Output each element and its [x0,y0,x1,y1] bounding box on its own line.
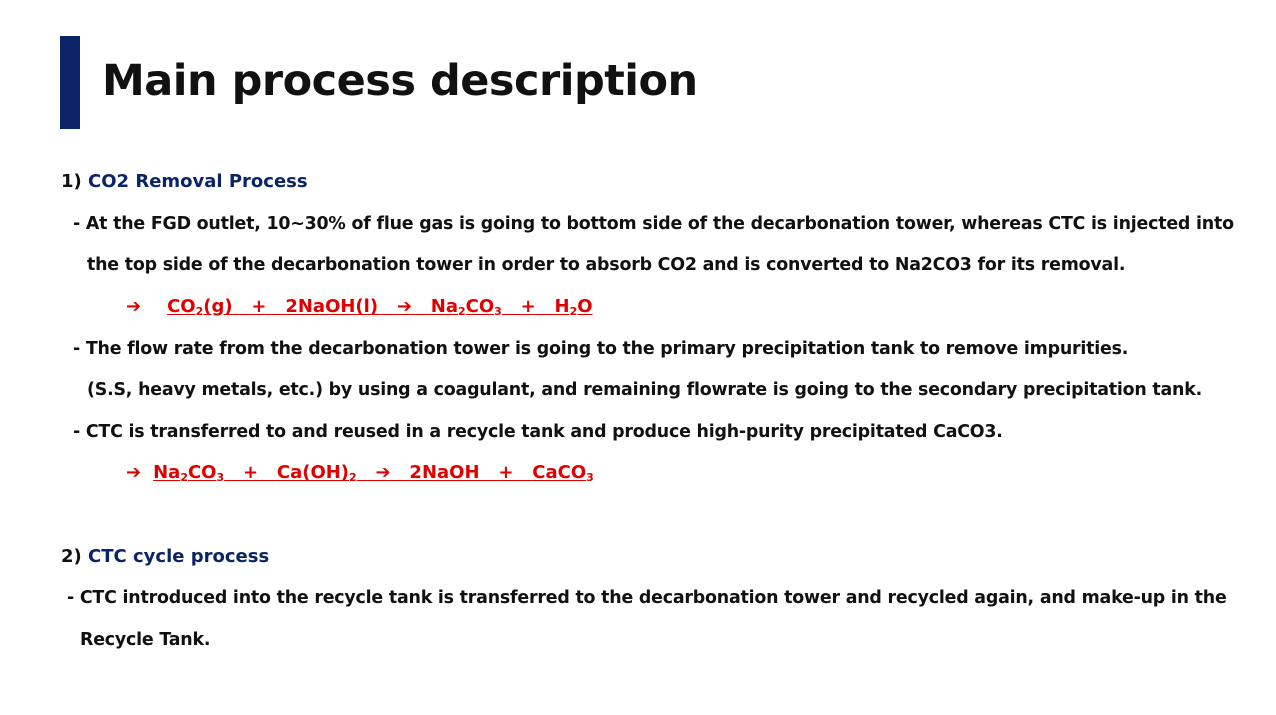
section-1-para-1-line-1: - At the FGD outlet, 10~30% of flue gas is going to bottom side of the decarbonation tower, whereas CTC is injected into [73,214,1234,234]
equation-1-lead-arrow-icon: ➔ [126,296,142,317]
equation-2 [126,461,594,485]
equation-1-formula [167,296,593,317]
section-1-number: 1) [61,171,82,192]
eq2-reaction-arrow-icon: ➔ [375,462,391,483]
section-2-heading [61,545,269,569]
eq1-co2: CO [167,296,196,317]
eq1-h2o-b: O [577,296,593,317]
section-1-para-2-line-2: (S.S, heavy metals, etc.) by using a coagulant, and remaining flowrate is going to the secondary precipitation tank. [87,380,1202,400]
eq1-na2co3-sub2: 3 [494,305,502,318]
section-1-heading [61,170,308,194]
eq1-plus-1: + [251,296,267,317]
section-1-para-3-line-1: - CTC is transferred to and reused in a recycle tank and produce high-purity precipitated CaCO3. [73,422,1003,442]
eq1-co2-subscript: 2 [195,305,204,318]
eq2-na2co3-sub2: 3 [216,471,225,484]
section-2-para-1-line-2: Recycle Tank. [80,630,211,650]
eq1-na2co3-sub1: 2 [458,305,466,318]
eq2-na2co3-a: Na [153,462,181,483]
eq2-plus-2: + [498,462,514,483]
title-accent-bar [60,36,80,129]
eq2-caco3-sub: 3 [586,471,594,484]
eq2-plus-1: + [242,462,259,483]
equation-1 [126,295,593,319]
section-1-title: CO2 Removal Process [88,171,308,192]
eq1-h2o-sub: 2 [569,305,578,318]
eq1-reaction-arrow-icon: ➔ [396,296,412,317]
eq1-na2co3-b: CO [465,296,495,317]
eq1-co2-state: (g) [203,296,233,317]
eq2-na2co3-sub1: 2 [180,471,188,484]
page-title: Main process description [102,56,698,106]
eq2-caco3: CaCO [532,462,587,483]
eq2-caoh2-sub: 2 [349,471,357,484]
equation-2-lead-arrow-icon: ➔ [126,462,142,483]
eq1-naoh: 2NaOH(l) [285,296,379,317]
section-2-title: CTC cycle process [88,546,270,567]
section-1-para-1-line-2: the top side of the decarbonation tower in order to absorb CO2 and is converted to Na2CO3 for its removal. [87,255,1126,275]
eq1-plus-2: + [520,296,536,317]
eq1-na2co3-a: Na [430,296,458,317]
eq2-caoh2: Ca(OH) [276,462,350,483]
section-1-para-2-line-1: - The flow rate from the decarbonation tower is going to the primary precipitation tank to remove impurities. [73,339,1129,359]
eq1-h2o-a: H [554,296,570,317]
section-2-para-1-line-1: - CTC introduced into the recycle tank is transferred to the decarbonation tower and recycled again, and make-up in the [67,588,1227,608]
section-2-number: 2) [61,546,82,567]
eq2-naoh: 2NaOH [409,462,480,483]
equation-2-formula [153,462,594,483]
eq2-na2co3-b: CO [187,462,217,483]
